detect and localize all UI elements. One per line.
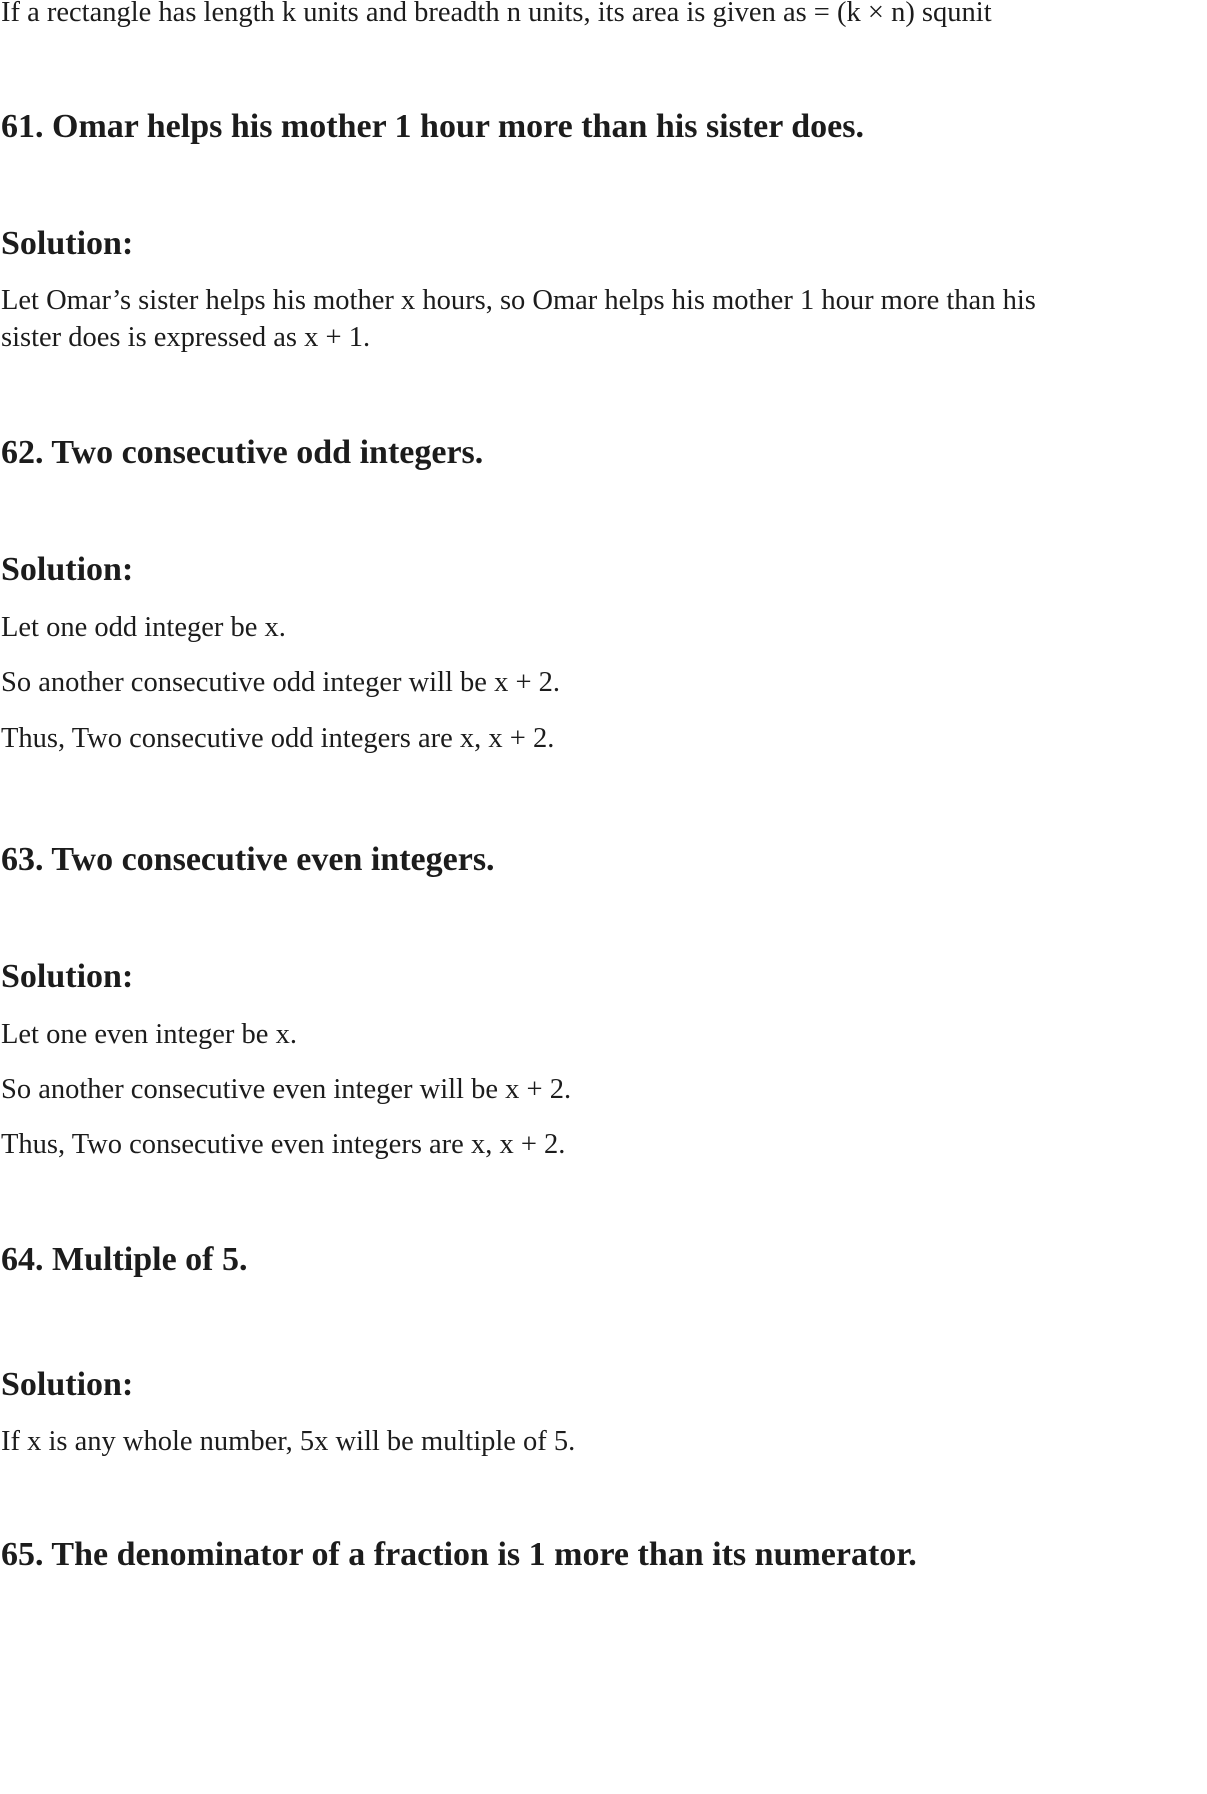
question-63-solution-label: Solution: [1,958,134,995]
question-64-solution-label: Solution: [1,1366,134,1403]
question-64-title: 64. Multiple of 5. [1,1241,248,1278]
question-65-title: 65. The denominator of a fraction is 1 more than its numerator. [1,1536,917,1573]
question-61-solution-line: Let Omar’s sister helps his mother x hours, so Omar helps his mother 1 hour more than his [1,285,1036,316]
question-62-solution-line: Let one odd integer be x. [1,612,286,643]
question-61-solution-label: Solution: [1,225,134,262]
question-62-solution-line: So another consecutive odd integer will be x + 2. [1,667,561,698]
question-62-solution-line: Thus, Two consecutive odd integers are x, x + 2. [1,723,555,754]
question-63-solution-line: Let one even integer be x. [1,1019,297,1050]
question-61-title: 61. Omar helps his mother 1 hour more than his sister does. [1,108,864,145]
question-63-solution-line: Thus, Two consecutive even integers are x, x + 2. [1,1129,566,1160]
question-62-solution-label: Solution: [1,551,134,588]
question-63-solution-line: So another consecutive even integer will be x + 2. [1,1074,572,1105]
question-61-solution-line: sister does is expressed as x + 1. [1,322,371,353]
question-63-title: 63. Two consecutive even integers. [1,841,495,878]
question-62-title: 62. Two consecutive odd integers. [1,434,484,471]
question-64-solution-line: If x is any whole number, 5x will be multiple of 5. [1,1426,576,1457]
intro-text: If a rectangle has length k units and breadth n units, its area is given as = (k × n) squnit [1,0,992,28]
